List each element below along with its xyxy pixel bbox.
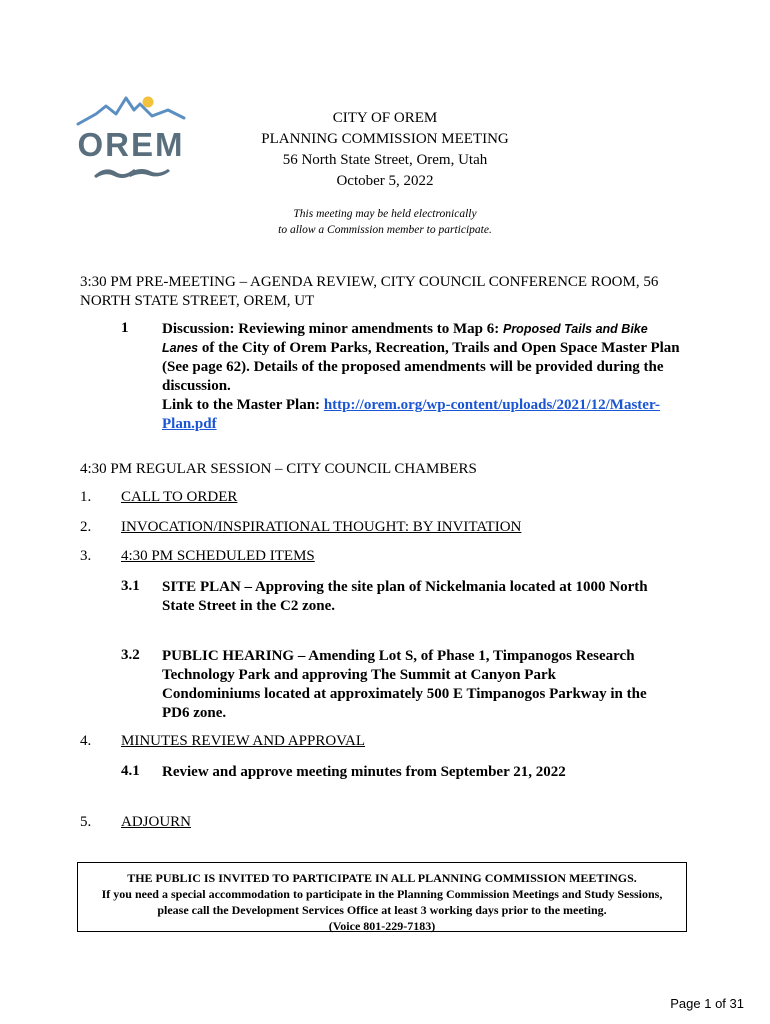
agenda-item-scheduled-items: 4:30 PM SCHEDULED ITEMS xyxy=(121,548,315,564)
notice-line: please call the Development Services Office at least 3 working days prior to the meeting. xyxy=(157,903,607,917)
regular-session-heading: 4:30 PM REGULAR SESSION – CITY COUNCIL CHAMBERS xyxy=(80,461,477,477)
sub-item-number: 3.1 xyxy=(121,578,140,594)
agenda-item-invocation: INVOCATION/INSPIRATIONAL THOUGHT: BY INVITATION xyxy=(121,519,522,535)
notice-line: (Voice 801-229-7183) xyxy=(328,919,436,933)
agenda-item-number: 2. xyxy=(80,519,92,535)
sub-item-number: 4.1 xyxy=(121,763,140,779)
agenda-item-number: 4. xyxy=(80,733,92,749)
map-title: Proposed Tails and Bike Lanes xyxy=(162,322,648,355)
meeting-address: 56 North State Street, Orem, Utah xyxy=(282,152,488,168)
agenda-item-number: 1. xyxy=(80,489,92,505)
master-plan-link[interactable]: http://orem.org/wp-content/uploads/2021/12/Master-Plan.pdf xyxy=(162,397,661,432)
agenda-item-number: 5. xyxy=(80,814,92,830)
meeting-header xyxy=(170,108,600,192)
electronic-notice xyxy=(170,206,600,238)
item-text: of the City of Orem Parks, Recreation, Trails and Open Space Master Plan (See page 62). Details of the proposed amendments will be provided during the discussion. xyxy=(162,340,680,394)
mountain-icon xyxy=(78,98,184,124)
item-text: Discussion: Reviewing minor amendments to Map 6: xyxy=(162,321,503,337)
city-name: CITY OF OREM xyxy=(332,110,438,126)
notice-line: This meeting may be held electronically xyxy=(293,208,477,220)
agenda-item-adjourn: ADJOURN xyxy=(121,814,192,830)
pre-meeting-heading: 3:30 PM PRE-MEETING – AGENDA REVIEW, CITY COUNCIL CONFERENCE ROOM, 56 NORTH STATE STREET, OREM, UT xyxy=(80,274,659,309)
sub-item-public-hearing: PUBLIC HEARING – Amending Lot S, of Phase 1, Timpanogos Research Technology Park and approving The Summit at Canyon Park Condominiums located at approximately 500 E Timpanogos Parkway in the PD6 zone. xyxy=(162,648,647,721)
notice-line: THE PUBLIC IS INVITED TO PARTICIPATE IN ALL PLANNING COMMISSION MEETINGS. xyxy=(127,871,637,885)
notice-line: If you need a special accommodation to participate in the Planning Commission Meetings and Study Sessions, xyxy=(101,887,663,901)
agenda-item-call-to-order: CALL TO ORDER xyxy=(121,489,238,505)
sub-item-site-plan: SITE PLAN – Approving the site plan of Nickelmania located at 1000 North State Street in the C2 zone. xyxy=(162,579,648,614)
agenda-item-number: 3. xyxy=(80,548,92,564)
pre-meeting-item-number: 1 xyxy=(121,320,129,336)
pre-meeting-item xyxy=(162,320,687,434)
page-number: Page 1 of 31 xyxy=(670,996,744,1011)
link-label: Link to the Master Plan: xyxy=(162,397,324,413)
sub-item-minutes-approval: Review and approve meeting minutes from September 21, 2022 xyxy=(162,764,566,780)
meeting-title: PLANNING COMMISSION MEETING xyxy=(261,131,509,147)
logo-text: OREM xyxy=(77,126,185,163)
waves-icon xyxy=(94,169,170,178)
sub-item-number: 3.2 xyxy=(121,647,140,663)
notice-line: to allow a Commission member to participate. xyxy=(278,224,492,236)
agenda-item-minutes: MINUTES REVIEW AND APPROVAL xyxy=(121,733,366,749)
public-participation-notice xyxy=(77,862,687,932)
meeting-date: October 5, 2022 xyxy=(336,173,434,189)
sun-icon xyxy=(143,97,154,108)
